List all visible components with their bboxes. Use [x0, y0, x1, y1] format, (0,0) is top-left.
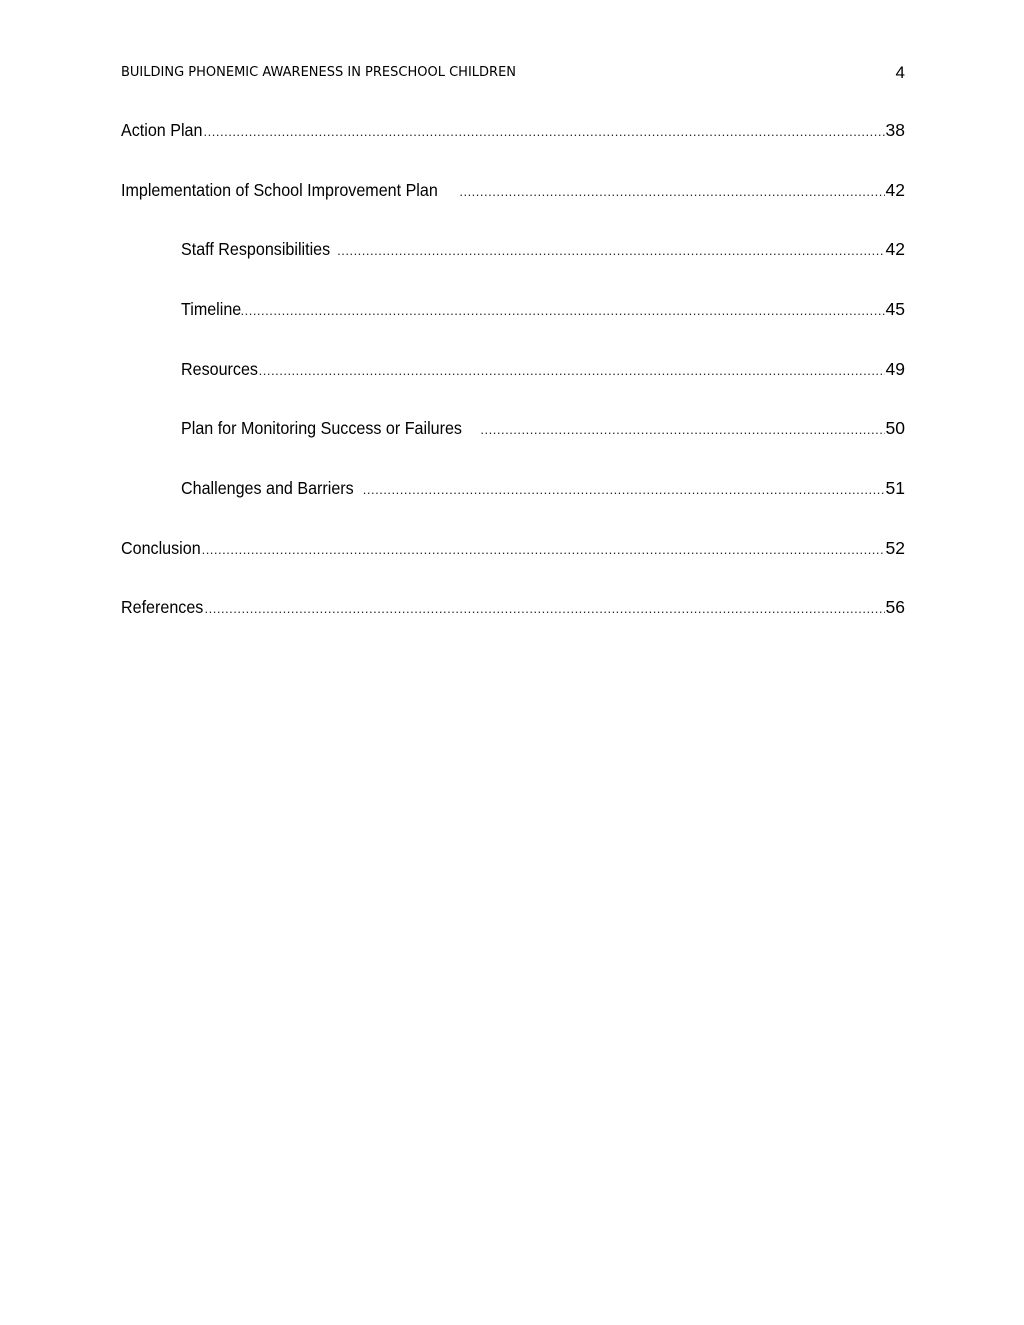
toc-dot-leader: [259, 363, 885, 378]
toc-entry-page: 45: [885, 299, 905, 319]
toc-entry-page: 51: [885, 478, 905, 498]
toc-dot-leader: [205, 601, 885, 616]
toc-entry-staff-responsibilities[interactable]: [181, 239, 905, 265]
toc-entry-label: Timeline: [181, 299, 242, 319]
toc-entry-label: Resources: [181, 359, 258, 379]
toc-entry-label: Plan for Monitoring Success or Failures: [181, 418, 462, 438]
toc-entry-label: References: [121, 597, 204, 617]
toc-entry-page: 38: [885, 120, 905, 140]
toc-dot-leader: [480, 422, 884, 437]
toc-entry-page: 42: [885, 239, 905, 259]
toc-entry-conclusion[interactable]: [121, 538, 905, 564]
toc-entry-resources[interactable]: [181, 359, 905, 385]
toc-entry-challenges[interactable]: [181, 478, 905, 504]
toc-entry-label: Staff Responsibilities: [181, 239, 331, 259]
toc-entry-page: 50: [885, 418, 905, 438]
toc-dot-leader: [240, 303, 884, 318]
toc-entry-page: 56: [885, 597, 905, 617]
toc-dot-leader: [337, 243, 884, 258]
toc-dot-leader: [202, 542, 885, 557]
toc-entry-timeline[interactable]: [181, 299, 905, 325]
toc-dot-leader: [459, 184, 884, 199]
toc-entry-page: 49: [885, 359, 905, 379]
toc-entry-action-plan[interactable]: [121, 120, 905, 146]
toc-dot-leader: [204, 124, 885, 139]
running-head-title: BUILDING PHONEMIC AWARENESS IN PRESCHOOL CHILDREN: [121, 65, 517, 80]
page-number: 4: [895, 63, 905, 82]
toc-entry-page: 42: [885, 180, 905, 200]
toc-entry-label: Challenges and Barriers: [181, 478, 354, 498]
toc-dot-leader: [363, 482, 885, 497]
toc-entry-monitoring-plan[interactable]: [181, 418, 905, 444]
toc-entry-page: 52: [885, 538, 905, 558]
toc-entry-references[interactable]: [121, 597, 905, 623]
toc-entry-label: Action Plan: [121, 120, 203, 140]
running-head: [121, 63, 905, 85]
toc-entry-label: Implementation of School Improvement Plan: [121, 180, 438, 200]
toc-entry-label: Conclusion: [121, 538, 201, 558]
toc-entry-implementation[interactable]: [121, 180, 905, 206]
